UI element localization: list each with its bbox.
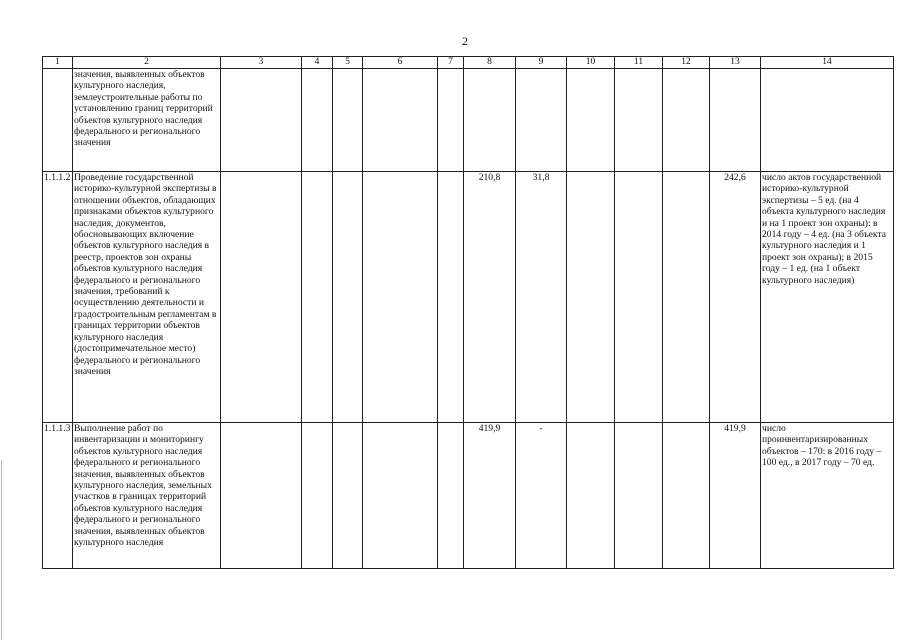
table-cell — [615, 423, 663, 569]
column-number-row — [43, 57, 894, 69]
item-number — [43, 69, 73, 172]
column-number: 5 — [333, 57, 363, 69]
scan-edge-mark — [1, 460, 2, 640]
column-number: 11 — [615, 57, 663, 69]
indicator-text — [761, 69, 894, 172]
table-cell — [333, 423, 363, 569]
item-description: Проведение государственной историко-культурной экспертизы в отношении объектов, обладающих признаками объектов культурного наследия, документов, обосновывающих включение объектов культурного наследия в реестр, проектов зон охраны объектов культурного наследия федерального и регионального значения, требований к осуществлению деятельности и градостроительным регламентам в границах территории объектов культурного наследия (достопримечательное место) федерального и регионального значения — [73, 172, 221, 423]
table-cell — [333, 69, 363, 172]
table-cell — [663, 423, 710, 569]
table-cell — [333, 172, 363, 423]
table-cell — [615, 172, 663, 423]
table-cell — [438, 69, 464, 172]
table-cell — [221, 423, 302, 569]
item-number: 1.1.1.3 — [43, 423, 73, 569]
table-cell — [567, 69, 615, 172]
table-cell — [363, 69, 438, 172]
table-row — [43, 423, 894, 569]
table-cell — [663, 172, 710, 423]
item-description: Выполнение работ по инвентаризации и мониторингу объектов культурного наследия федерального и регионального значения, выявленных объектов культурного наследия, земельных участков в границах территорий объектов культурного наследия федерального и регионального значения, выявленных объектов культурного наследия — [73, 423, 221, 569]
value-col9: - — [516, 423, 567, 569]
table-row — [43, 69, 894, 172]
item-description: значения, выявленных объектов культурного наследия, землеустроительные работы по установлению границ территорий объектов культурного наследия федерального и регионального значения — [73, 69, 221, 172]
value-col9: 31,8 — [516, 172, 567, 423]
column-number: 2 — [73, 57, 221, 69]
page-number: 2 — [462, 34, 468, 48]
column-number: 9 — [516, 57, 567, 69]
column-number: 3 — [221, 57, 302, 69]
table-row — [43, 172, 894, 423]
table-cell — [363, 423, 438, 569]
column-number: 4 — [302, 57, 333, 69]
table-cell — [221, 172, 302, 423]
value-col13: 419,9 — [710, 423, 761, 569]
table-cell — [302, 69, 333, 172]
table-cell — [302, 423, 333, 569]
column-number: 6 — [363, 57, 438, 69]
value-col8: 419,9 — [464, 423, 516, 569]
column-number: 14 — [761, 57, 894, 69]
item-number: 1.1.1.2 — [43, 172, 73, 423]
value-col8 — [464, 69, 516, 172]
column-number: 1 — [43, 57, 73, 69]
value-col13 — [710, 69, 761, 172]
table-cell — [567, 172, 615, 423]
table-cell — [567, 423, 615, 569]
table-cell — [363, 172, 438, 423]
column-number: 13 — [710, 57, 761, 69]
program-table — [42, 56, 894, 569]
table-cell — [615, 69, 663, 172]
value-col8: 210,8 — [464, 172, 516, 423]
table-cell — [221, 69, 302, 172]
indicator-text: число проинвентаризированных объектов – 170: в 2016 году – 100 ед., в 2017 году – 70 ед. — [761, 423, 894, 569]
column-number: 10 — [567, 57, 615, 69]
table-cell — [438, 423, 464, 569]
table-cell — [663, 69, 710, 172]
column-number: 8 — [464, 57, 516, 69]
indicator-text: число актов государственной историко-культурной экспертизы – 5 ед. (на 4 объекта культурного наследия и на 1 проект зон охраны): в 2014 году – 4 ед. (на 3 объекта культурного наследия и 1 проект зон охраны); в 2015 году – 1 ед. (на 1 объект культурного наследия) — [761, 172, 894, 423]
table-cell — [438, 172, 464, 423]
value-col9 — [516, 69, 567, 172]
table-cell — [302, 172, 333, 423]
column-number: 7 — [438, 57, 464, 69]
column-number: 12 — [663, 57, 710, 69]
value-col13: 242,6 — [710, 172, 761, 423]
